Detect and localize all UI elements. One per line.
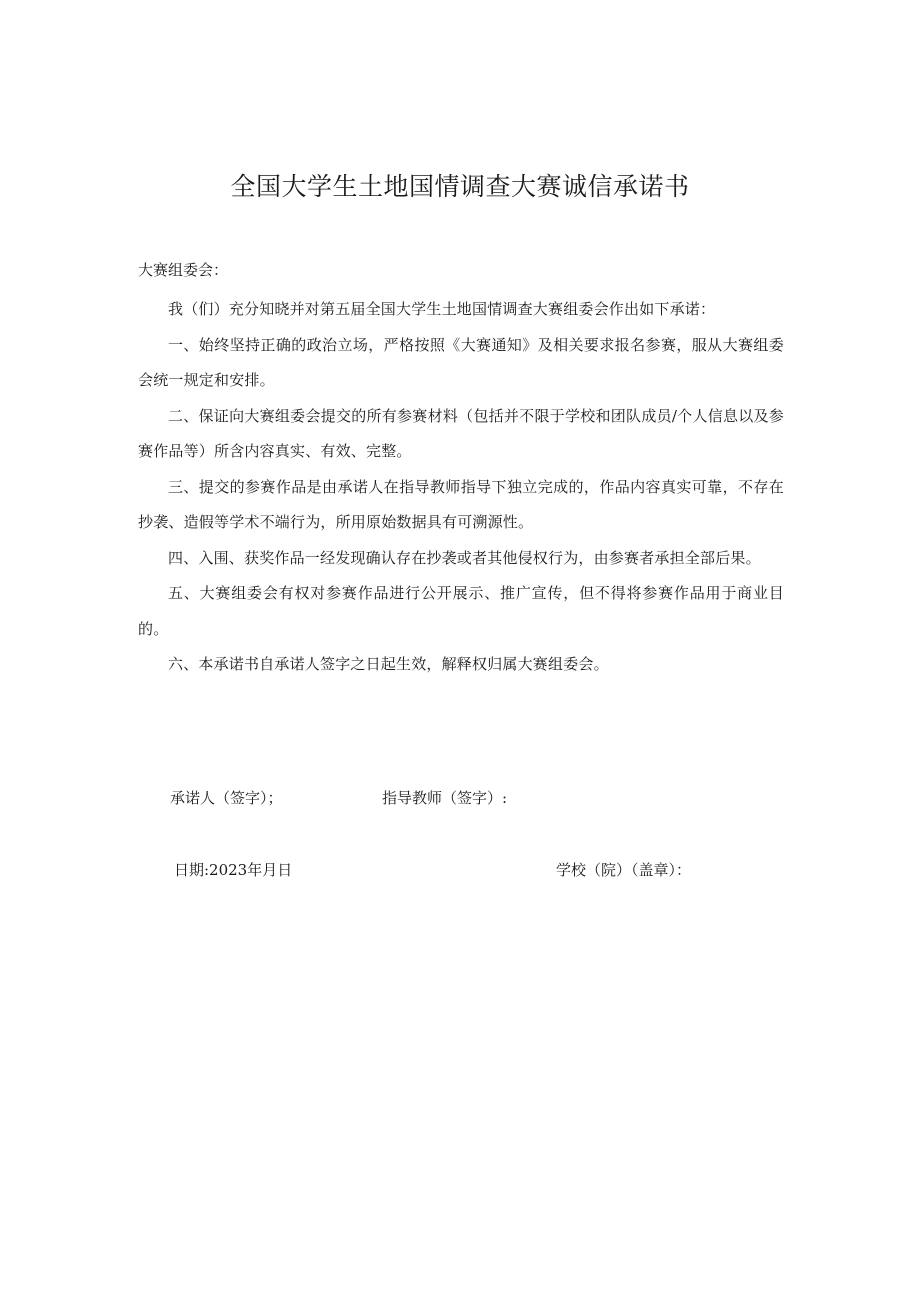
commitment-item-4: 四、入围、获奖作品一经发现确认存在抄袭或者其他侵权行为，由参赛者承担全部后果。 [168, 548, 761, 567]
date-label: 日期:2023年月日 [174, 861, 293, 879]
intro-paragraph: 我（们）充分知晓并对第五届全国大学生土地国情调查大赛组委会作出如下承诺： [168, 300, 716, 318]
teacher-signature-label: 指导教师（签字）: [382, 789, 508, 807]
commitment-item-6: 六、本承诺书自承诺人签字之日起生效，解释权归属大赛组委会。 [168, 655, 609, 673]
commitment-item-5: 五、大赛组委会有权对参赛作品进行公开展示、推广宣传，但不得将参赛作品用于商业目的。 [138, 584, 784, 638]
commitment-body [138, 292, 784, 683]
addressee: 大赛组委会： [138, 261, 229, 279]
document-title: 全国大学生土地国情调查大赛诚信承诺书 [230, 172, 690, 201]
school-seal-label: 学校（院）（盖章）： [556, 861, 692, 879]
signer-signature-label: 承诺人（签字）； [170, 789, 283, 807]
commitment-item-1: 一、始终坚持正确的政治立场，严格按照《大赛通知》及相关要求报名参赛，服从大赛组委会统一规定和安排。 [138, 335, 784, 389]
commitment-item-3: 三、提交的参赛作品是由承诺人在指导教师指导下独立完成的，作品内容真实可靠，不存在抄袭、造假等学术不端行为，所用原始数据具有可溯源性。 [138, 477, 784, 531]
commitment-item-2: 二、保证向大赛组委会提交的所有参赛材料（包括并不限于学校和团队成员/个人信息以及参赛作品等）所含内容真实、有效、完整。 [138, 406, 784, 460]
